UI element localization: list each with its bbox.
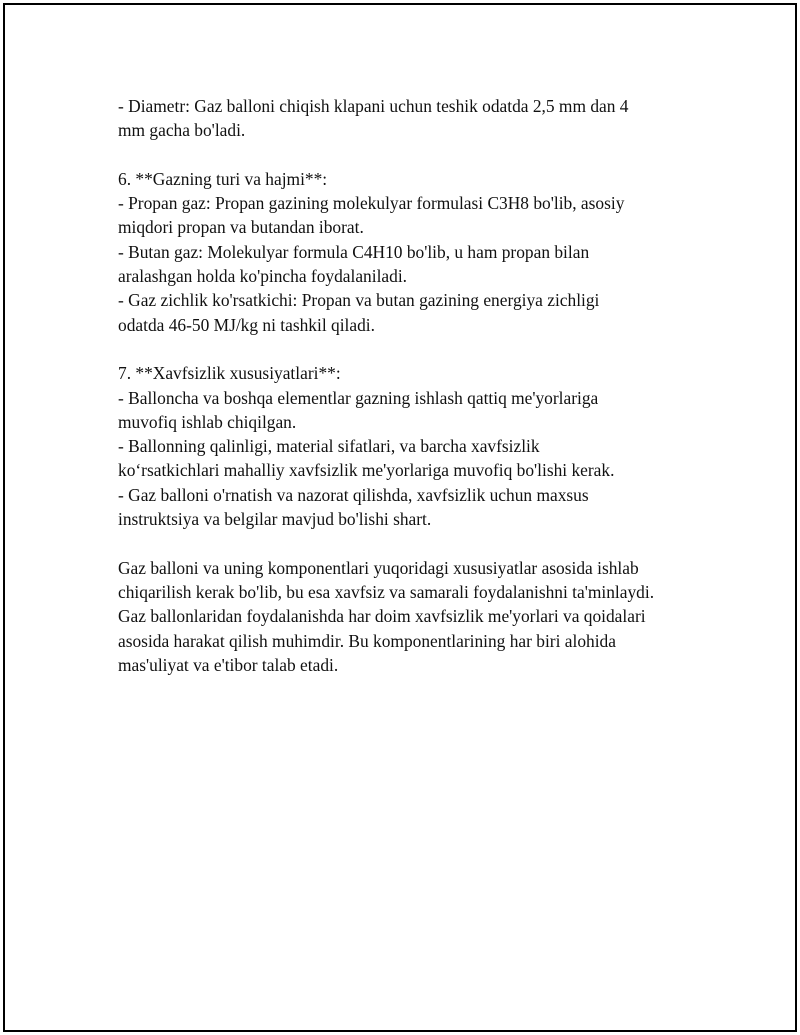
text-line: - Gaz balloni o'rnatish va nazorat qilishda, xavfsizlik uchun maxsus: [118, 484, 589, 505]
text-line: Gaz ballonlaridan foydalanishda har doim xavfsizlik me'yorlari va qoidalari: [118, 606, 646, 627]
text-line: - Ballonning qalinligi, material sifatlari, va barcha xavfsizlik: [118, 436, 540, 457]
text-line: aralashgan holda ko'pincha foydalaniladi.: [118, 266, 408, 287]
section-heading: 6. **Gazning turi va hajmi**:: [118, 168, 328, 189]
text-line: mas'uliyat va e'tibor talab etadi.: [118, 654, 339, 675]
text-line: muvofiq ishlab chiqilgan.: [118, 411, 297, 432]
text-line: asosida harakat qilish muhimdir. Bu komponentlarining har biri alohida: [118, 630, 616, 651]
paragraph-gap: [118, 337, 698, 361]
document-body: [118, 94, 698, 677]
text-line: odatda 46-50 MJ/kg ni tashkil qiladi.: [118, 314, 375, 335]
text-line: Gaz balloni va uning komponentlari yuqoridagi xususiyatlar asosida ishlab: [118, 557, 639, 578]
text-line: - Butan gaz: Molekulyar formula C4H10 bo'lib, u ham propan bilan: [118, 241, 590, 262]
text-line: ko‘rsatkichlari mahalliy xavfsizlik me'yorlariga muvofiq bo'lishi kerak.: [118, 460, 615, 481]
text-line: mm gacha bo'ladi.: [118, 120, 246, 141]
text-line: instruktsiya va belgilar mavjud bo'lishi shart.: [118, 509, 432, 530]
paragraph-gap: [118, 531, 698, 555]
text-line: - Gaz zichlik ko'rsatkichi: Propan va butan gazining energiya zichligi: [118, 290, 600, 311]
text-line: - Propan gaz: Propan gazining molekulyar formulasi C3H8 bo'lib, asosiy: [118, 193, 625, 214]
text-line: chiqarilish kerak bo'lib, bu esa xavfsiz va samarali foydalanishni ta'minlaydi.: [118, 581, 655, 602]
paragraph-gap: [118, 143, 698, 167]
text-line: - Diametr: Gaz balloni chiqish klapani uchun teshik odatda 2,5 mm dan 4: [118, 96, 629, 116]
section-heading: 7. **Xavfsizlik xususiyatlari**:: [118, 363, 341, 384]
text-line: miqdori propan va butandan iborat.: [118, 217, 364, 238]
text-line: - Balloncha va boshqa elementlar gazning ishlash qattiq me'yorlariga: [118, 387, 599, 408]
